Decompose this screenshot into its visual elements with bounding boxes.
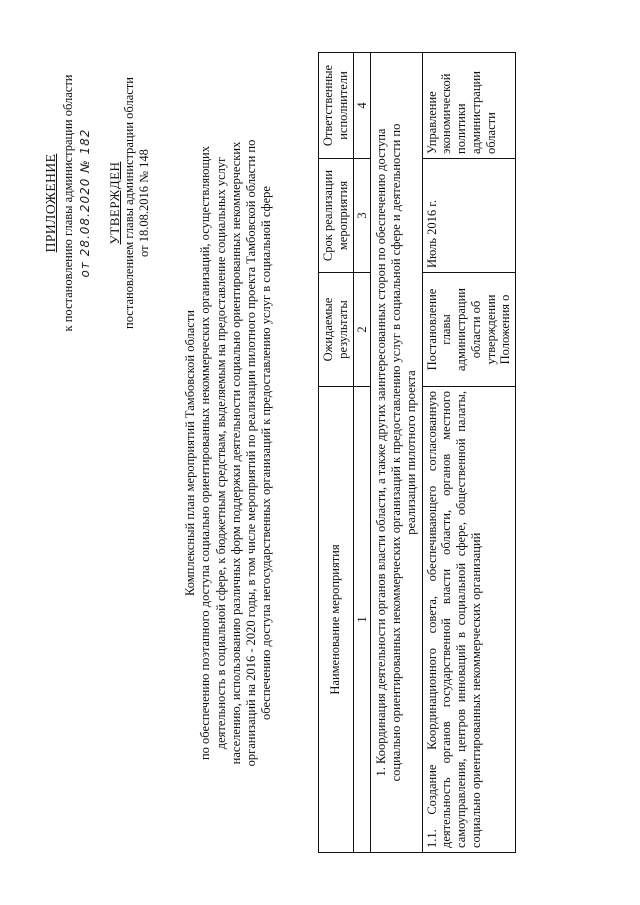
column-number: 3: [353, 158, 371, 272]
header-term: Срок реализации мероприятия: [319, 158, 354, 272]
rotated-content: [35, 23, 605, 883]
header-results: Ожидаемые результаты: [319, 272, 354, 386]
section-heading: [371, 52, 422, 852]
header-name: Наименование мероприятия: [319, 386, 354, 852]
appendix-line: к постановлению главы администрации области: [60, 74, 75, 331]
approved-title: УТВЕРЖДЕН: [107, 161, 122, 244]
approved-block: [107, 23, 152, 383]
handwritten-date-number: от 28.08.2020 № 182: [77, 128, 92, 277]
row-result: Постановление главы администрации области об утверждении Положения о: [422, 272, 516, 386]
column-number: 4: [353, 52, 371, 158]
plan-title: [183, 53, 275, 853]
table-row: [422, 52, 516, 852]
plan-title-line-6: обеспечению доступа негосударственных организаций к предоставлению услуг в социальной сфере: [259, 185, 274, 720]
table-number-row: [353, 52, 371, 852]
approved-line-1: постановлением главы администрации области: [122, 76, 137, 329]
section-line-2: социально ориентированных некоммерческих организаций к предоставлению услуг в социальной сфере и деятельности по: [389, 123, 403, 781]
column-number: 1: [353, 386, 371, 852]
header-executors: Ответственные исполнители: [319, 52, 354, 158]
section-line-3: реализации пилотного проекта: [403, 369, 418, 535]
plan-title-line-3: деятельность в социальной сфере, к бюджетным средствам, выделяемым на предоставление социальных услуг: [213, 156, 228, 749]
table-section-row: [371, 52, 422, 852]
plan-table: [318, 52, 516, 853]
row-term: Июль 2016 г.: [422, 158, 516, 272]
appendix-title: ПРИЛОЖЕНИЕ: [43, 153, 58, 252]
plan-title-line-2: по обеспечению поэтапного доступа социально ориентированных некоммерческих организаций, осуществляющих: [198, 145, 213, 760]
approved-line-2: от 18.08.2016 № 148: [137, 148, 152, 257]
table-header-row: [319, 52, 354, 852]
column-number: 2: [353, 272, 371, 386]
plan-title-line-4: населению, использованию различных форм поддержки деятельности социально ориентированных некоммерческих: [228, 141, 243, 764]
appendix-block: [43, 23, 92, 383]
plan-title-line-5: организаций на 2016 - 2020 годы, в том числе мероприятий по реализации пилотного проекта Тамбовской области по: [244, 139, 258, 766]
row-executors: Управление экономической политики администрации области: [422, 52, 516, 158]
row-name: 1.1. Создание Координационного совета, обеспечивающего согласованную деятельность органов государственной власти области, органов местного самоуправления, центров инноваций в социальной сфере, общественной палаты, социально ориентированных некоммерческих организаций: [422, 386, 516, 852]
section-line-1: 1. Координация деятельности органов власти области, а также других заинтересованных сторон по обеспечению доступа: [374, 128, 389, 776]
plan-title-line-1: Комплексный план мероприятий Тамбовской области: [183, 309, 197, 596]
